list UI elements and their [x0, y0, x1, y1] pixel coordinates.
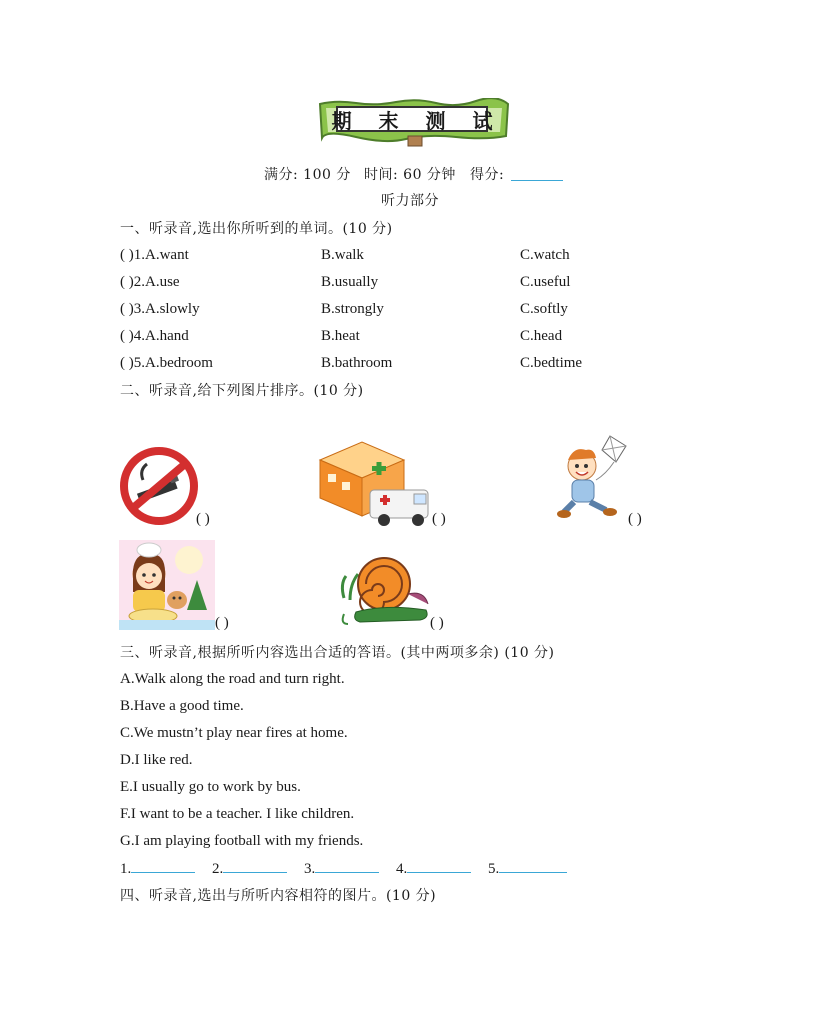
q1-item-3-c: C.softly	[520, 301, 568, 317]
girl-cake-icon	[119, 540, 215, 635]
q1-item-2-a: ( )2.A.use	[120, 274, 180, 290]
q1-item-2-b: B.usually	[321, 274, 379, 290]
q1-item-3-b: B.strongly	[321, 301, 384, 317]
title-banner	[316, 98, 512, 148]
q3-option-b: B.Have a good time.	[120, 698, 244, 714]
q1-item-5-a: ( )5.A.bedroom	[120, 355, 213, 371]
q3-answer-4[interactable]	[396, 858, 471, 879]
q4-heading: 四、听录音,选出与所听内容相符的图片。(10 分)	[120, 888, 437, 904]
q1-item-4-a: ( )4.A.hand	[120, 328, 189, 344]
q3-answer-3[interactable]	[304, 858, 379, 879]
q3-answer-5[interactable]	[488, 858, 567, 879]
boy-kite-icon	[556, 434, 628, 529]
q2-paren-5[interactable]: ( )	[430, 615, 444, 631]
answer-number: 5.	[488, 861, 500, 877]
q3-option-c: C.We mustn’t play near fires at home.	[120, 725, 348, 741]
answer-number: 1.	[120, 861, 132, 877]
q1-item-2-c: C.useful	[520, 274, 571, 290]
q3-option-a: A.Walk along the road and turn right.	[120, 671, 345, 687]
q3-answer-1[interactable]	[120, 858, 195, 879]
answer-number: 4.	[396, 861, 408, 877]
q2-paren-3[interactable]: ( )	[628, 511, 642, 527]
q3-option-f: F.I want to be a teacher. I like children.	[120, 806, 355, 822]
snail-icon	[336, 554, 432, 631]
score-label: 得分:	[470, 167, 505, 183]
q1-item-4-c: C.head	[520, 328, 563, 344]
q1-item-1-a: ( )1.A.want	[120, 247, 189, 263]
q2-paren-4[interactable]: ( )	[215, 615, 229, 631]
q2-paren-1[interactable]: ( )	[196, 511, 210, 527]
q3-answer-2[interactable]	[212, 858, 287, 879]
q2-paren-2[interactable]: ( )	[432, 511, 446, 527]
q3-heading: 三、听录音,根据所听内容选出合适的答语。(其中两项多余) (10 分)	[120, 645, 555, 661]
answer-number: 2.	[212, 861, 224, 877]
page-title: 期 末 测 试	[336, 106, 488, 132]
full-score: 满分: 100 分	[264, 167, 351, 183]
score-blank[interactable]	[511, 166, 563, 186]
q1-item-3-a: ( )3.A.slowly	[120, 301, 200, 317]
q1-item-4-b: B.heat	[321, 328, 360, 344]
q1-heading: 一、听录音,选出你所听到的单词。(10 分)	[120, 221, 393, 237]
time-limit: 时间: 60 分钟	[364, 167, 456, 183]
q1-item-5-b: B.bathroom	[321, 355, 393, 371]
q1-item-1-c: C.watch	[520, 247, 570, 263]
section-heading: 听力部分	[381, 193, 439, 209]
q3-option-d: D.I like red.	[120, 752, 193, 768]
answer-number: 3.	[304, 861, 316, 877]
q3-option-g: G.I am playing football with my friends.	[120, 833, 364, 849]
q1-item-1-b: B.walk	[321, 247, 364, 263]
q3-option-e: E.I usually go to work by bus.	[120, 779, 301, 795]
hospital-ambulance-icon	[318, 438, 436, 533]
q1-item-5-c: C.bedtime	[520, 355, 583, 371]
no-smoking-icon	[119, 446, 199, 531]
q2-heading: 二、听录音,给下列图片排序。(10 分)	[120, 383, 364, 399]
